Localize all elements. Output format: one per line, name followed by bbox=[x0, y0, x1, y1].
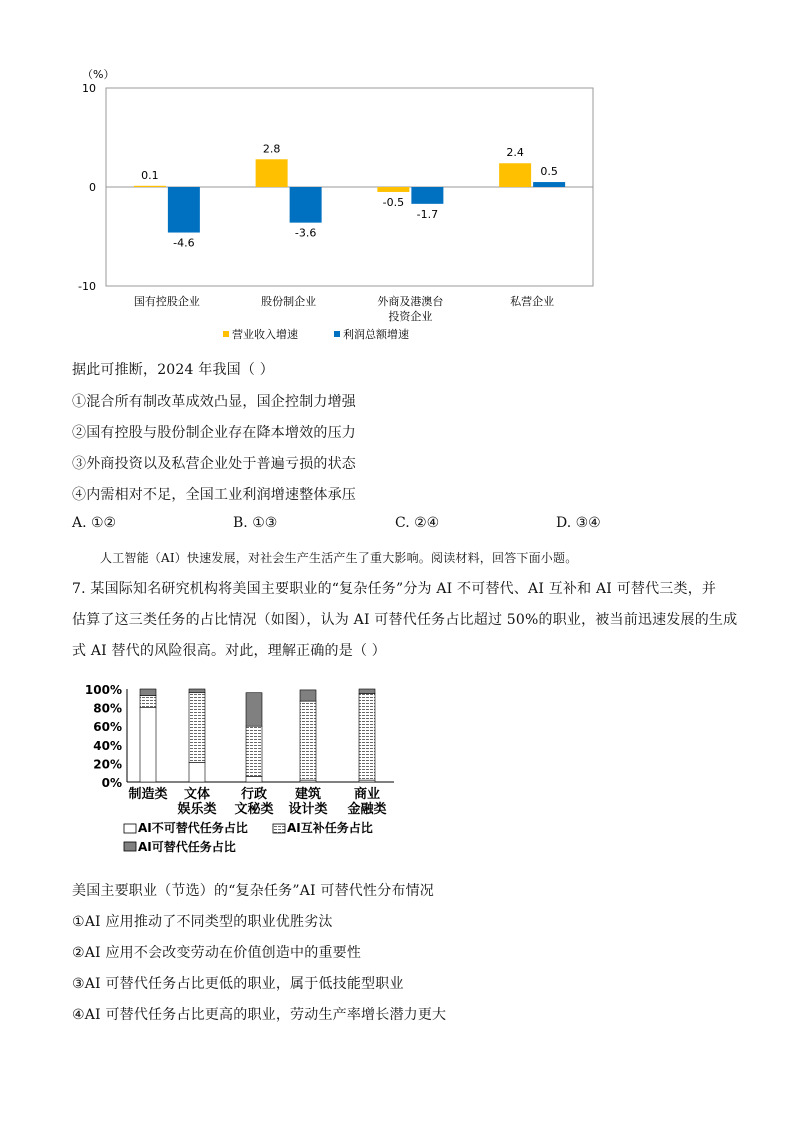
x-tick-label: 行政 bbox=[240, 787, 268, 802]
y-tick-label: 40% bbox=[93, 738, 122, 753]
legend-swatch-revenue bbox=[223, 331, 229, 337]
q7-item-4: ④AI 可替代任务占比更高的职业，劳动生产率增长潜力更大 bbox=[72, 1007, 447, 1023]
stacked-bar-segment bbox=[300, 701, 316, 780]
y-unit-label: （%） bbox=[82, 68, 115, 81]
stacked-bar-segment bbox=[246, 776, 262, 782]
stacked-bar-segment bbox=[359, 689, 375, 694]
q7-line-1: 7. 某国际知名研究机构将美国主要职业的“复杂任务”分为 AI 不可替代、AI 互补和 AI 可替代三类，并 bbox=[72, 581, 717, 597]
y-tick-label: 0% bbox=[101, 776, 122, 790]
y-tick-label: 0 bbox=[89, 181, 96, 194]
data-label: 0.1 bbox=[141, 168, 159, 182]
stacked-bar-segment bbox=[300, 690, 316, 701]
legend-label-complementary: AI互补任务占比 bbox=[287, 821, 373, 835]
x-tick-label: 娱乐类 bbox=[177, 802, 217, 817]
legend bbox=[223, 327, 409, 341]
y-tick-label: -10 bbox=[78, 280, 96, 293]
stacked-bar-segment bbox=[189, 693, 205, 763]
legend-swatch-profit bbox=[334, 331, 340, 337]
q7-chart-caption: 美国主要职业（节选）的“复杂任务”AI 可替代性分布情况 bbox=[72, 883, 435, 899]
x-tick-label-line2: 投资企业 bbox=[388, 310, 433, 323]
q7-item-3: ③AI 可替代任务占比更低的职业，属于低技能型职业 bbox=[72, 976, 404, 992]
q7-item-1: ①AI 应用推动了不同类型的职业优胜劣汰 bbox=[72, 914, 333, 930]
q6-option-c[interactable]: C. ②④ bbox=[395, 515, 440, 531]
x-tick-label: 外商及港澳台 bbox=[377, 295, 444, 308]
q6-option-a[interactable]: A. ①② bbox=[72, 515, 117, 531]
x-tick-label: 金融类 bbox=[347, 802, 387, 817]
bar bbox=[134, 186, 166, 187]
x-tick-label: 股份制企业 bbox=[261, 295, 317, 308]
legend bbox=[124, 820, 373, 854]
x-tick-label: 建筑 bbox=[294, 787, 322, 802]
ai-task-stacked-chart bbox=[70, 678, 410, 860]
legend-swatch-complementary bbox=[273, 824, 285, 833]
data-label: -3.6 bbox=[294, 226, 317, 240]
data-label: 2.8 bbox=[262, 142, 281, 156]
y-tick-label: 100% bbox=[84, 683, 122, 697]
bar bbox=[411, 187, 443, 204]
legend-label-irreplaceable: AI不可替代任务占比 bbox=[138, 821, 248, 835]
q6-item-4: ④内需相对不足，全国工业利润增速整体承压 bbox=[72, 487, 356, 503]
y-tick-label: 10 bbox=[82, 82, 96, 95]
x-tick-label: 设计类 bbox=[288, 802, 328, 817]
bar bbox=[256, 159, 288, 187]
bar bbox=[499, 163, 531, 187]
bar bbox=[533, 182, 565, 187]
legend-swatch-replaceable bbox=[124, 842, 136, 851]
legend-label-profit: 利润总额增速 bbox=[343, 328, 409, 341]
section-intro: 人工智能（AI）快速发展，对社会生产生活产生了重大影响。阅读材料，回答下面小题。 bbox=[100, 551, 578, 565]
q6-item-1: ①混合所有制改革成效凸显，国企控制力增强 bbox=[72, 394, 356, 410]
q7-line-3: 式 AI 替代的风险很高。对此，理解正确的是（ ） bbox=[72, 643, 386, 659]
x-tick-label: 文体 bbox=[183, 787, 211, 802]
stacked-bar-segment bbox=[189, 762, 205, 782]
data-label: 2.4 bbox=[506, 146, 524, 160]
data-label: 0.5 bbox=[540, 165, 558, 179]
stacked-bar-segment bbox=[140, 689, 156, 696]
stacked-bar-segment bbox=[140, 696, 156, 708]
x-tick-label: 私营企业 bbox=[510, 295, 555, 308]
x-tick-label: 制造类 bbox=[128, 787, 168, 802]
stacked-bar-segment bbox=[246, 693, 262, 726]
bar bbox=[168, 187, 200, 233]
bar bbox=[290, 187, 322, 223]
industry-growth-bar-chart bbox=[70, 62, 610, 352]
legend-label-replaceable: AI可替代任务占比 bbox=[138, 840, 236, 854]
legend-label-revenue: 营业收入增速 bbox=[232, 328, 298, 341]
x-tick-label: 商业 bbox=[353, 787, 381, 802]
q7-item-2: ②AI 应用不会改变劳动在价值创造中的重要性 bbox=[72, 945, 362, 961]
bar bbox=[377, 187, 409, 192]
data-label: -4.6 bbox=[173, 236, 195, 250]
stacked-bar-segment bbox=[246, 726, 262, 776]
data-label: -1.7 bbox=[416, 207, 439, 221]
x-tick-label: 文秘类 bbox=[234, 802, 274, 817]
x-tick-label: 国有控股企业 bbox=[133, 295, 200, 308]
q6-item-3: ③外商投资以及私营企业处于普遍亏损的状态 bbox=[72, 456, 356, 472]
q7-line-2: 估算了这三类任务的占比情况（如图），认为 AI 可替代任务占比超过 50%的职业，被当前迅速发展的生成 bbox=[72, 612, 738, 628]
stacked-bar-segment bbox=[189, 689, 205, 693]
q6-option-b[interactable]: B. ①③ bbox=[233, 515, 278, 531]
y-tick-label: 60% bbox=[93, 720, 122, 735]
q6-stem: 据此可推断，2024 年我国（ ） bbox=[72, 362, 274, 378]
stacked-bar-segment bbox=[140, 708, 156, 782]
q6-item-2: ②国有控股与股份制企业存在降本增效的压力 bbox=[72, 425, 356, 441]
y-tick-label: 80% bbox=[93, 701, 122, 716]
stacked-bar-segment bbox=[359, 694, 375, 780]
data-label: -0.5 bbox=[382, 195, 405, 209]
legend-swatch-irreplaceable bbox=[124, 824, 136, 833]
q6-option-d[interactable]: D. ③④ bbox=[556, 515, 601, 531]
y-tick-label: 20% bbox=[93, 757, 122, 772]
